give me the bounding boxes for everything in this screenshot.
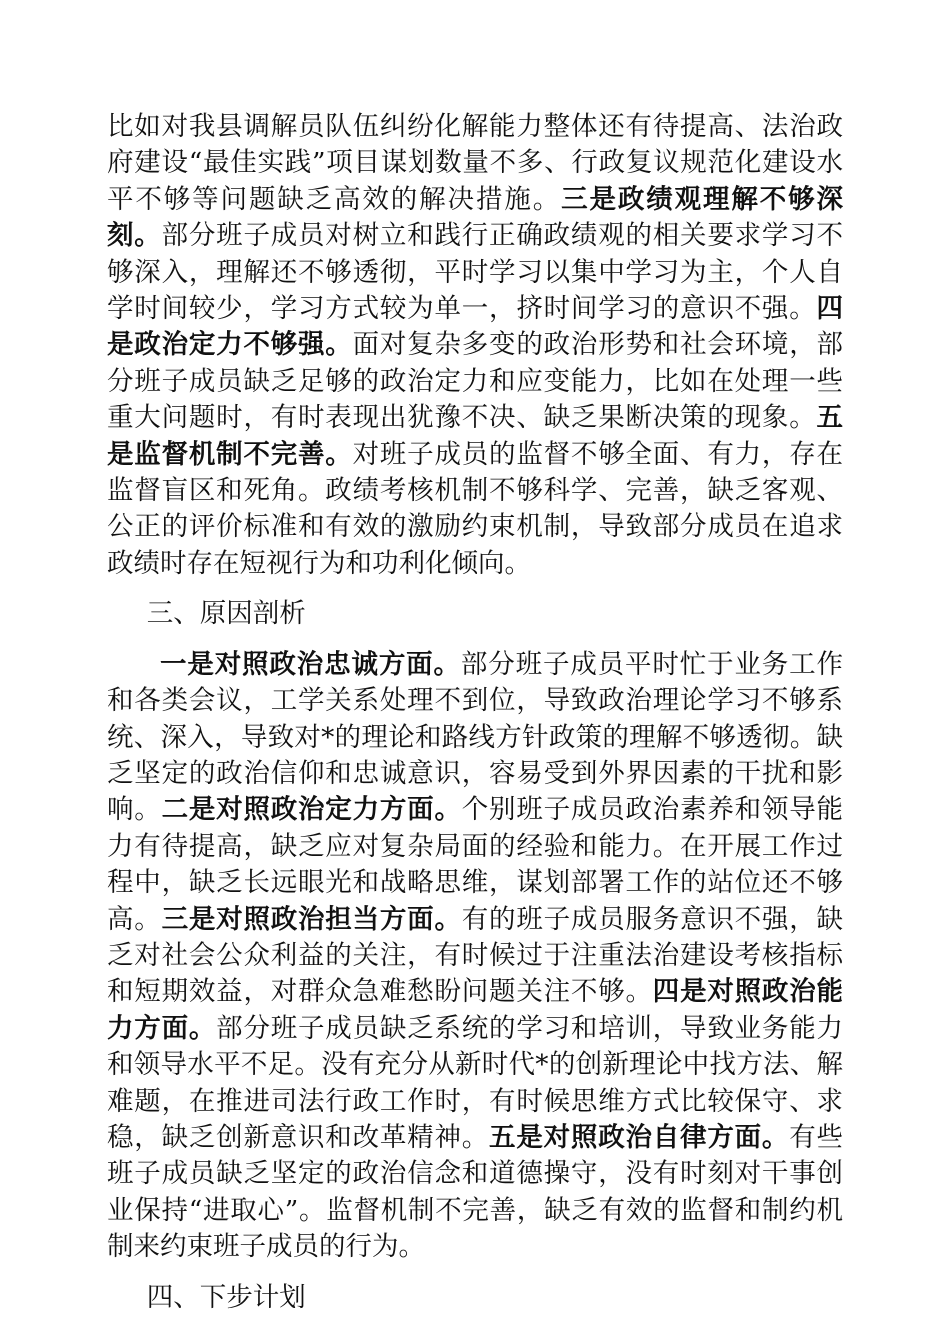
document-page (107, 109, 843, 1316)
text-run: 部分班子成员平时忙于业务工作和各类会议，工学关系处理不到位，导致政治理论学习不够系统、深入，导致对*的理论和路线方针政策的理解不够透彻。缺乏坚定的政治信仰和忠诚意识，容易受到外界因素的干扰和影响。 (107, 648, 844, 826)
text-run: 部分班子成员对树立和践行正确政绩观的相关要求学习不够深入，理解还不够透彻，平时学习以集中学习为主，个人自学时间较少，学习方式较为单一，挤时间学习的意识不强。 (107, 220, 844, 325)
bold-point-4: 四是对照政治能力方面。 (107, 976, 844, 1044)
bold-point-1: 一是对照政治忠诚方面。 (160, 648, 461, 680)
text-run: 面对复杂多变的政治形势和社会环境，部分班子成员缺乏足够的政治定力和应变能力，比如在处理一些重大问题时，有时表现出犹豫不决、缺乏果断决策的现象。 (107, 329, 844, 434)
text-run: 部分班子成员缺乏系统的学习和培训，导致业务能力和领导水平不足。没有充分从新时代*的创新理论中找方法、解难题，在推进司法行政工作时，有时候思维方式比较保守、求稳，缺乏创新意识和改革精神。 (107, 1012, 844, 1153)
bold-point-4: 四是政治定力不够强。 (107, 293, 843, 361)
bold-point-3: 三是对照政治担当方面。 (161, 903, 462, 935)
bold-point-5: 五是监督机制不完善。 (107, 402, 843, 470)
bold-point-2: 二是对照政治定力方面。 (161, 794, 462, 826)
text-run: 对班子成员的监督不够全面、有力，存在监督盲区和死角。政绩考核机制不够科学、完善，缺乏客观、公正的评价标准和有效的激励约束机制，导致部分成员在追求政绩时存在短视行为和功利化倾向。 (107, 438, 844, 579)
text-run: 个别班子成员政治素养和领导能力有待提高，缺乏应对复杂局面的经验和能力。在开展工作过程中，缺乏长远眼光和战略思维，谋划部署工作的站位还不够高。 (107, 794, 844, 935)
section-heading-cause-analysis: 三、原因剖析 (146, 598, 306, 630)
text-run: 比如对我县调解员队伍纠纷化解能力整体还有待提高、法治政府建设“最佳实践”项目谋划数量不多、行政复议规范化建设水平不够等问题缺乏高效的解决措施。 (107, 111, 843, 215)
bold-point-5: 五是对照政治自律方面。 (489, 1121, 790, 1153)
paragraph-problems-continued (107, 109, 843, 582)
text-run: 有些班子成员缺乏坚定的政治信念和道德操守，没有时刻对干事创业保持“进取心”。监督机制不完善，缺乏有效的监督和制约机制来约束班子成员的行为。 (107, 1121, 844, 1263)
bold-point-3: 三是政绩观理解不够深刻。 (107, 183, 844, 252)
paragraph-cause-analysis (107, 647, 843, 1266)
section-heading-next-plan: 四、下步计划 (146, 1281, 306, 1313)
text-run: 有的班子成员服务意识不强，缺乏对社会公众利益的关注，有时候过于注重法治建设考核指标和短期效益，对群众急难愁盼问题关注不够。 (107, 903, 844, 1008)
